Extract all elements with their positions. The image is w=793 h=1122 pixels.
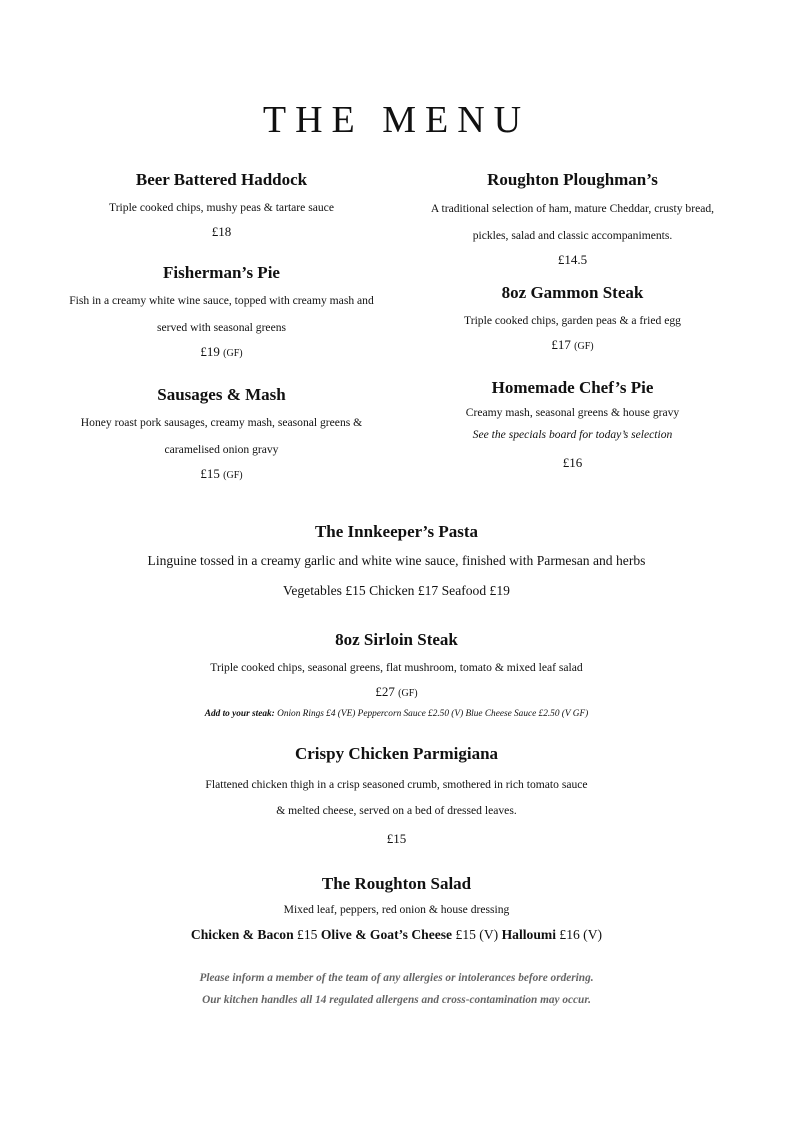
dish-sausages-mash <box>40 383 403 487</box>
dish-description: Triple cooked chips, mushy peas & tartare sauce <box>109 201 334 214</box>
dish-name: 8oz Gammon Steak <box>501 283 644 302</box>
dish-fishermans-pie <box>40 261 403 365</box>
dish-description: Triple cooked chips, garden peas & a fried egg <box>464 314 681 327</box>
salad-option-name: Olive & Goat’s Cheese <box>320 927 453 942</box>
dish-description-line-2: served with seasonal greens <box>156 321 287 334</box>
dish-roughton-salad <box>40 872 753 947</box>
dish-description-line-2: pickles, salad and classic accompaniments. <box>472 229 673 242</box>
salad-option-price: £15 <box>297 927 318 942</box>
dish-description-line-2: & melted cheese, served on a bed of dressed leaves. <box>276 804 517 817</box>
dish-price: £16 <box>562 455 583 470</box>
dish-price: £15 <box>200 466 220 481</box>
dish-name: Sausages & Mash <box>157 385 286 404</box>
dish-price-row <box>40 341 403 365</box>
dish-price: £17 <box>551 337 571 352</box>
dish-ploughmans <box>395 168 750 271</box>
dish-price: £15 <box>386 831 407 846</box>
dish-note: See the specials board for today’s selection <box>472 428 673 441</box>
salad-option-price: £16 (V) <box>559 927 603 942</box>
allergy-notice-line-1: Please inform a member of the team of any allergies or intolerances before ordering. <box>199 972 594 984</box>
dietary-tag: (GF) <box>398 688 418 699</box>
menu-right-column <box>395 168 750 474</box>
dish-price: £27 <box>375 684 395 699</box>
dish-name: Beer Battered Haddock <box>135 170 308 189</box>
dish-name: Roughton Ploughman’s <box>487 170 658 189</box>
allergy-notice-line-2: Our kitchen handles all 14 regulated allergens and cross-contamination may occur. <box>202 994 591 1006</box>
dish-description-line-2: caramelised onion gravy <box>164 443 279 456</box>
dietary-tag: (GF) <box>223 470 243 481</box>
dish-price: £19 <box>200 344 220 359</box>
menu-left-column <box>40 168 403 487</box>
addon-text: Onion Rings £4 (VE) Peppercorn Sauce £2.50 (V) Blue Cheese Sauce £2.50 (V GF) <box>277 709 589 719</box>
dish-innkeepers-pasta <box>40 520 753 606</box>
dish-description-line-1: Honey roast pork sausages, creamy mash, seasonal greens & <box>80 416 363 429</box>
dish-sirloin-steak <box>40 628 753 723</box>
dish-chefs-pie <box>395 376 750 474</box>
dish-price: £14.5 <box>557 252 588 267</box>
dish-price-row <box>40 463 403 487</box>
dish-name: Fisherman’s Pie <box>163 263 280 282</box>
dish-price-options: Vegetables £15 Chicken £17 Seafood £19 <box>283 583 510 598</box>
dish-price: £18 <box>211 224 232 239</box>
salad-option-name: Halloumi <box>501 927 556 942</box>
dish-name: Homemade Chef’s Pie <box>491 378 654 397</box>
allergy-notice <box>40 967 753 1011</box>
steak-addons <box>40 705 753 723</box>
dish-description-line-1: A traditional selection of ham, mature Cheddar, crusty bread, <box>430 202 715 215</box>
dish-name: The Roughton Salad <box>321 874 472 893</box>
addon-label: Add to your steak: <box>204 709 275 719</box>
dish-gammon-steak <box>395 281 750 358</box>
dish-description: Creamy mash, seasonal greens & house gravy <box>465 406 680 419</box>
dish-price-row <box>395 334 750 358</box>
salad-options <box>40 923 753 947</box>
dish-name: Crispy Chicken Parmigiana <box>294 744 499 763</box>
page-title: THE MENU <box>262 99 531 141</box>
dish-description: Triple cooked chips, seasonal greens, flat mushroom, tomato & mixed leaf salad <box>210 661 583 674</box>
dish-description-line-1: Fish in a creamy white wine sauce, topped with creamy mash and <box>69 294 374 307</box>
dish-description-line-1: Flattened chicken thigh in a crisp seasoned crumb, smothered in rich tomato sauce <box>205 778 588 791</box>
dietary-tag: (GF) <box>574 341 594 352</box>
dish-chicken-parmigiana <box>40 742 753 850</box>
dietary-tag: (GF) <box>223 348 243 359</box>
dish-name: The Innkeeper’s Pasta <box>314 522 479 541</box>
dish-haddock <box>40 168 403 243</box>
dish-description: Linguine tossed in a creamy garlic and white wine sauce, finished with Parmesan and herbs <box>147 553 646 568</box>
salad-option-name: Chicken & Bacon <box>190 927 294 942</box>
dish-price-row <box>40 681 753 705</box>
salad-option-price: £15 (V) <box>455 927 499 942</box>
dish-name: 8oz Sirloin Steak <box>335 630 458 649</box>
dish-description: Mixed leaf, peppers, red onion & house dressing <box>283 903 510 916</box>
